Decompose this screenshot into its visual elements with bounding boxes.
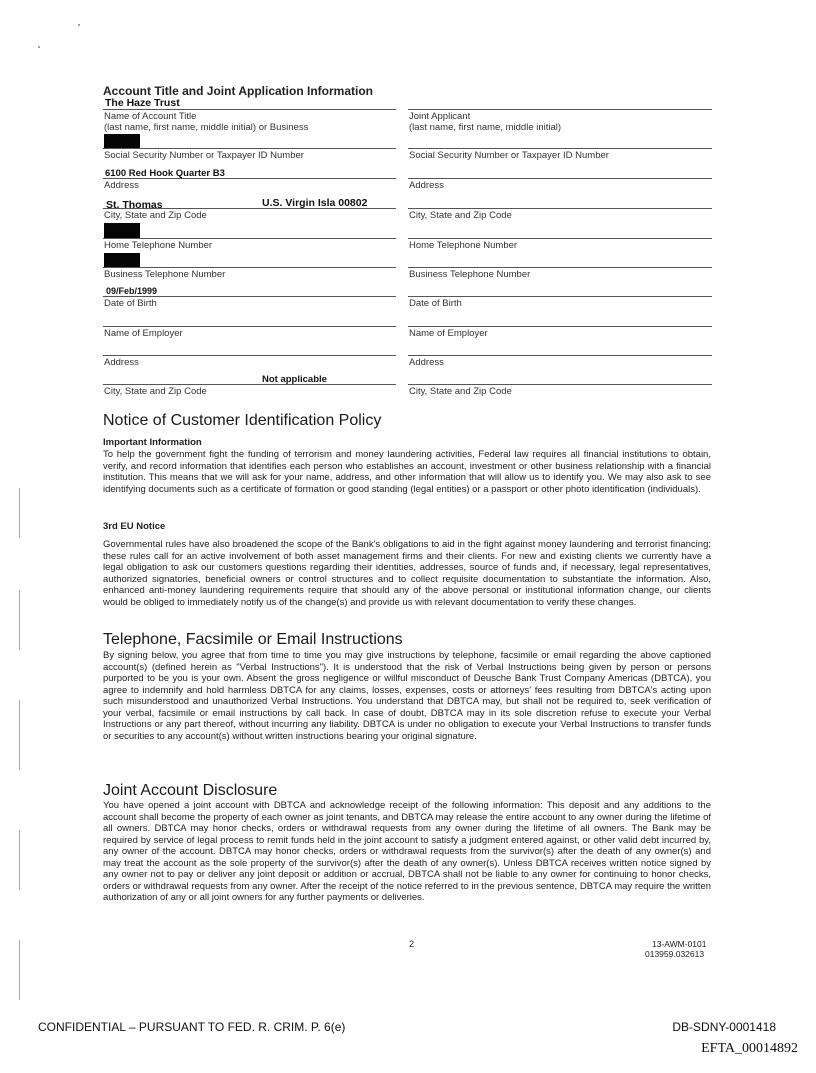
dob-label: Date of Birth [104,298,157,309]
scan-speck [38,46,40,48]
city-label: City, State and Zip Code [104,210,207,221]
field-rule [103,384,396,385]
joint-employer-city-label: City, State and Zip Code [409,386,512,397]
cip-heading: Notice of Customer Identification Policy [103,412,382,429]
joint-sub-label: (last name, first name, middle initial) [409,122,562,133]
efta-number: EFTA_00014892 [701,1041,798,1056]
account-section-title: Account Title and Joint Application Information [103,84,373,98]
employer-label: Name of Employer [104,328,183,339]
not-applicable-value: Not applicable [262,374,327,385]
field-rule [408,355,712,356]
business-phone-redaction [104,253,140,268]
home-phone-label: Home Telephone Number [104,240,213,251]
field-rule [103,109,396,110]
joint-address-label: Address [409,180,444,191]
home-phone-redaction [104,223,140,238]
joint-ssn-label: Social Security Number or Taxpayer ID Number [409,150,609,161]
telephone-text: By signing below, you agree that from time to time you may give instructions by telephone, facsimile or email regarding the above captioned account(s) (defined herein as "Verbal Instructions"). It is understood that the risk of Verbal Instructions being given by person or persons purported to be you is your own. Absent the gross negligence or willful misconduct of Deusche Bank Trust Company Americas (DBTCA), you agree to indemnify and hold harmless DBTCA for any claims, losses, expenses, costs or attorneys' fees resulting from DBTCA's acting upon such misunderstood and unauthorized Verbal Instructions. You understand that DBTCA may, but shall not be required to, seek verification of your verbal, facsimile or email instructions by call back. In case of doubt, DBTCA may in its sole discretion refuse to execute your Verbal Instructions or any part thereof, without incurring any liability. DBTCA is under no obligation to execute your Verbal Instructions to transfer funds or securities to any account(s) without written instructions bearing your original signature. [103,650,711,742]
margin-mark [19,590,20,650]
margin-mark [19,940,20,1000]
telephone-heading: Telephone, Facsimile or Email Instructions [103,631,403,648]
field-rule [103,296,396,297]
field-rule [408,267,712,268]
field-rule [103,178,396,179]
field-rule [408,148,712,149]
field-rule [103,355,396,356]
joint-business-phone-label: Business Telephone Number [409,269,531,280]
doc-code: 013959.032613 [645,949,705,959]
eu-notice-heading: 3rd EU Notice [103,521,166,532]
margin-mark [19,830,20,890]
field-rule [103,148,396,149]
field-rule [103,326,396,327]
scan-speck [78,24,80,26]
field-rule [103,267,396,268]
joint-text: You have opened a joint account with DBTCA and acknowledge receipt of the following information: This deposit and any additions to the account shall become the property of each owner as joint tenants, and DBTCA may release the entire account to any owner during the lifetime of all owners. DBTCA may honor checks, orders or withdrawal requests from any owner during the lifetime of all owners. The Bank may be required by service of legal process to remit funds held in the joint account to satisfy a judgment entered against, or other valid debt incurred by, any owner of the account. DBTCA may honor checks, orders or withdrawal requests from the survivor(s) after the death of any owner(s) and may treat the account as the sole property of the survivor(s) after the death of any owner(s). Unless DBTCA receives written notice signed by any owner not to pay or deliver any joint deposit or addition or accrual, DBTCA shall not be liable to any owner for continuing to honor checks, orders or withdrawal requests from any owner. After the receipt of the notice referred to in the previous sentence, DBTCA may require the written authorization of any or all joint owners for any further payments or deliveries. [103,800,711,903]
page-number: 2 [409,939,415,949]
employer-city-label: City, State and Zip Code [104,386,207,397]
field-rule [408,384,712,385]
field-rule [408,238,712,239]
form-code: 13-AWM-0101 [652,939,707,949]
address-label: Address [104,180,139,191]
ssn-redaction [104,134,140,149]
field-rule [408,296,712,297]
joint-employer-address-label: Address [409,357,444,368]
eu-notice-text: Governmental rules have also broadened the scope of the Bank's obligations to aid in the fight against money laundering and terrorist financing; these rules call for an active involvement of both asset management firms and their clients. For new and existing clients we currently have a legal obligation to ask our customers questions regarding their identities, addresses, source of funds and, if necessary, legal representatives, authorized signatories, beneficial owners or control structures and to collect requisite documentation to substantiate the information. Also, enhanced anti-money laundering requirements require that should any of the above personal or institutional information change, our clients would be obliged to immediately notify us of the change(s) and provide us with relevant documentation to verify these changes. [103,539,711,608]
account-title-value: The Haze Trust [105,97,180,109]
address-value: 6100 Red Hook Quarter B3 [105,168,225,179]
field-rule [408,326,712,327]
employer-address-label: Address [104,357,139,368]
bates-number: DB-SDNY-0001418 [672,1020,776,1034]
joint-heading: Joint Account Disclosure [103,782,278,799]
joint-applicant-label: Joint Applicant [409,111,471,122]
dob-value: 09/Feb/1999 [106,286,158,296]
margin-mark [19,700,20,770]
ssn-label: Social Security Number or Taxpayer ID Number [104,150,304,161]
margin-mark [19,488,20,538]
confidential-notice: CONFIDENTIAL – PURSUANT TO FED. R. CRIM. P. 6(e) [38,1020,346,1034]
joint-employer-label: Name of Employer [409,328,488,339]
field-rule [408,208,712,209]
city-value: St. Thomas [106,199,163,211]
important-info-text: To help the government fight the funding of terrorism and money laundering activities, Federal law requires all financial institutions to obtain, verify, and record information that identifies each person who establishes an account, investment or other business relationship with a financial institution. This means that we will ask for your name, address, and other information that will allow us to identify you. We may also ask to see identifying documents such as a certificate of formation or good standing (legal entities) or a passport or other photo identification (individuals). [103,449,711,495]
name-label: Name of Account Title [104,111,197,122]
field-rule [408,109,712,110]
joint-home-phone-label: Home Telephone Number [409,240,518,251]
field-rule [103,238,396,239]
field-rule [103,208,396,209]
business-phone-label: Business Telephone Number [104,269,226,280]
joint-dob-label: Date of Birth [409,298,462,309]
important-info-heading: Important Information [103,437,202,448]
field-rule [408,178,712,179]
name-sub-label: (last name, first name, middle initial) or Business [104,122,309,133]
joint-city-label: City, State and Zip Code [409,210,512,221]
state-zip-value: U.S. Virgin Isla 00802 [262,197,368,209]
